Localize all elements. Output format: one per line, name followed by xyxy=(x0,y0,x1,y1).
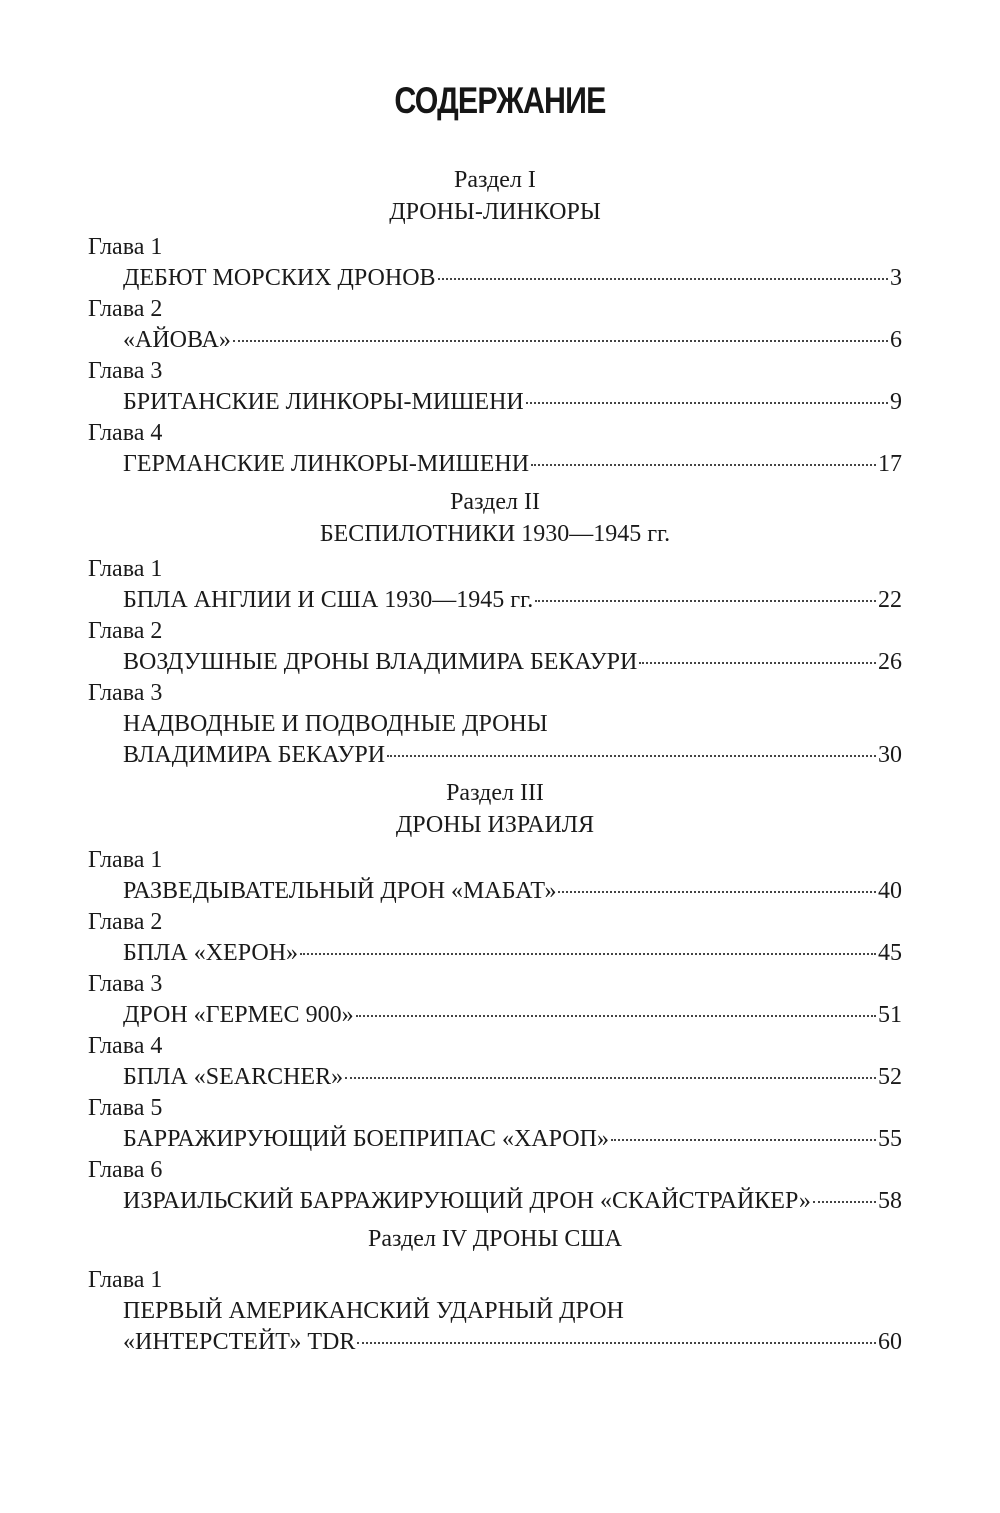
chapter-label: Глава 3 xyxy=(88,680,163,706)
dot-leader xyxy=(356,1014,876,1017)
chapter-label: Глава 4 xyxy=(88,420,163,446)
chapter-title-line xyxy=(88,740,902,771)
toc-entry[interactable] xyxy=(88,1155,902,1217)
dot-leader xyxy=(526,401,888,404)
page-number: 51 xyxy=(878,1002,902,1028)
page-number: 6 xyxy=(890,327,902,353)
chapter-label: Глава 5 xyxy=(88,1095,163,1121)
dot-leader xyxy=(345,1076,876,1079)
section-title: ДРОНЫ ИЗРАИЛЯ xyxy=(395,812,595,838)
dot-leader xyxy=(531,463,876,466)
page-number: 52 xyxy=(878,1064,902,1090)
chapter-title-line xyxy=(88,585,902,616)
toc-section xyxy=(88,164,902,480)
chapter-title: «ИНТЕРСТЕЙТ» TDR xyxy=(123,1329,356,1355)
chapter-label: Глава 1 xyxy=(88,234,163,260)
chapter-title-line xyxy=(88,1124,902,1155)
chapter-title-line xyxy=(88,938,902,969)
toc-entry[interactable] xyxy=(88,232,902,294)
toc-entry[interactable] xyxy=(88,969,902,1031)
chapter-title-line xyxy=(88,1000,902,1031)
page-number: 17 xyxy=(878,451,902,477)
page-number: 60 xyxy=(878,1329,902,1355)
toc-section xyxy=(88,486,902,771)
toc-entry[interactable] xyxy=(88,554,902,616)
chapter-label: Глава 1 xyxy=(88,556,163,582)
page-number: 45 xyxy=(878,940,902,966)
toc-entry[interactable] xyxy=(88,294,902,356)
section-title: Раздел IV ДРОНЫ США xyxy=(368,1226,622,1252)
chapter-title: БПЛА «ХЕРОН» xyxy=(123,940,299,966)
chapter-title: БАРРАЖИРУЮЩИЙ БОЕПРИПАС «ХАРОП» xyxy=(123,1126,609,1152)
section-title: ДРОНЫ-ЛИНКОРЫ xyxy=(389,199,601,225)
dot-leader xyxy=(300,952,876,955)
dot-leader xyxy=(813,1200,876,1203)
chapter-title-line xyxy=(88,449,902,480)
chapter-label: Глава 3 xyxy=(88,358,163,384)
chapter-title: ВОЗДУШНЫЕ ДРОНЫ ВЛАДИМИРА БЕКАУРИ xyxy=(123,649,638,675)
page-number: 3 xyxy=(890,265,902,291)
toc-entry[interactable] xyxy=(88,845,902,907)
chapter-label: Глава 2 xyxy=(88,296,163,322)
toc-entry[interactable] xyxy=(88,1265,902,1358)
chapter-label: Глава 1 xyxy=(88,847,163,873)
chapter-title-line xyxy=(88,647,902,678)
page-number: 40 xyxy=(878,878,902,904)
chapter-label: Глава 6 xyxy=(88,1157,163,1183)
dot-leader xyxy=(535,599,876,602)
chapter-title: ИЗРАИЛЬСКИЙ БАРРАЖИРУЮЩИЙ ДРОН «СКАЙСТРАЙКЕР» xyxy=(123,1188,811,1214)
chapter-title-line xyxy=(88,263,902,294)
page-number: 58 xyxy=(878,1188,902,1214)
chapter-title-line xyxy=(88,1062,902,1093)
chapter-title: ДРОН «ГЕРМЕС 900» xyxy=(123,1002,354,1028)
chapter-title-line xyxy=(88,325,902,356)
page-number: 9 xyxy=(890,389,902,415)
chapter-label: Глава 1 xyxy=(88,1267,163,1293)
chapter-label: Глава 4 xyxy=(88,1033,163,1059)
table-of-contents xyxy=(88,164,902,1364)
toc-entry[interactable] xyxy=(88,1093,902,1155)
chapter-title-line xyxy=(88,387,902,418)
toc-entry[interactable] xyxy=(88,1031,902,1093)
chapter-title-line xyxy=(88,1296,902,1327)
chapter-label: Глава 2 xyxy=(88,909,163,935)
section-title: БЕСПИЛОТНИКИ 1930—1945 гг. xyxy=(319,521,671,547)
chapter-title-line xyxy=(88,876,902,907)
chapter-title: БПЛА АНГЛИИ И США 1930—1945 гг. xyxy=(123,587,534,613)
section-number: Раздел II xyxy=(450,489,540,515)
page-title: СОДЕРЖАНИЕ xyxy=(394,80,606,121)
dot-leader xyxy=(438,277,888,280)
dot-leader xyxy=(611,1138,876,1141)
dot-leader xyxy=(233,339,888,342)
page-number: 55 xyxy=(878,1126,902,1152)
dot-leader xyxy=(558,890,876,893)
page-number: 22 xyxy=(878,587,902,613)
chapter-title-line xyxy=(88,1327,902,1358)
chapter-title: НАДВОДНЫЕ И ПОДВОДНЫЕ ДРОНЫ xyxy=(123,711,548,737)
toc-entry[interactable] xyxy=(88,678,902,771)
chapter-title: ВЛАДИМИРА БЕКАУРИ xyxy=(123,742,386,768)
dot-leader xyxy=(357,1341,876,1344)
chapter-label: Глава 2 xyxy=(88,618,163,644)
page-number: 26 xyxy=(878,649,902,675)
chapter-title: «АЙОВА» xyxy=(123,327,231,353)
chapter-title: ДЕБЮТ МОРСКИХ ДРОНОВ xyxy=(123,265,436,291)
dot-leader xyxy=(639,661,876,664)
toc-section xyxy=(88,777,902,1217)
chapter-title: РАЗВЕДЫВАТЕЛЬНЫЙ ДРОН «МАБАТ» xyxy=(123,878,557,904)
chapter-title-line xyxy=(88,1186,902,1217)
section-number: Раздел I xyxy=(454,167,536,193)
toc-entry[interactable] xyxy=(88,418,902,480)
toc-entry[interactable] xyxy=(88,616,902,678)
section-number: Раздел III xyxy=(446,780,544,806)
toc-entry[interactable] xyxy=(88,356,902,418)
chapter-title: ГЕРМАНСКИЕ ЛИНКОРЫ-МИШЕНИ xyxy=(123,451,530,477)
chapter-title-line xyxy=(88,709,902,740)
page-number: 30 xyxy=(878,742,902,768)
toc-section xyxy=(88,1223,902,1358)
chapter-title: ПЕРВЫЙ АМЕРИКАНСКИЙ УДАРНЫЙ ДРОН xyxy=(123,1298,624,1324)
chapter-title: БПЛА «SEARCHER» xyxy=(123,1064,344,1090)
toc-entry[interactable] xyxy=(88,907,902,969)
chapter-title: БРИТАНСКИЕ ЛИНКОРЫ-МИШЕНИ xyxy=(123,389,524,415)
chapter-label: Глава 3 xyxy=(88,971,163,997)
dot-leader xyxy=(387,754,876,757)
